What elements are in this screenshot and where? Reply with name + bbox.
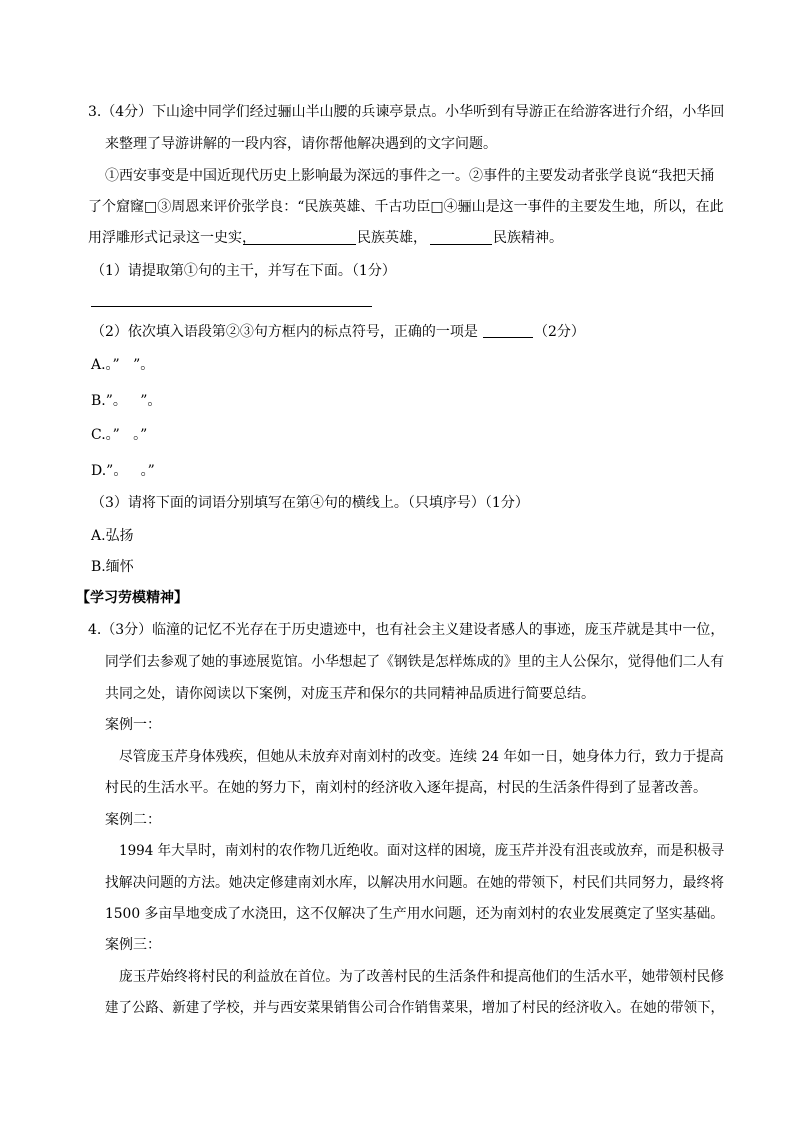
case3-line1: 庞玉芹始终将村民的利益放在首位。为了改善村民的生活条件和提高他们的生活水平，她带领村民修 — [119, 969, 724, 985]
case3-title: 案例三： — [105, 937, 161, 953]
option-b[interactable]: B.”。 ”。 — [91, 393, 162, 409]
option-c[interactable]: C.。” 。” — [91, 427, 148, 443]
case1-line1: 尽管庞玉芹身体残疾，但她从未放弃对南刘村的改变。连续 24 年如一日，她身体力行，致力于提高 — [119, 749, 724, 765]
option-d[interactable]: D.”。 。” — [91, 463, 155, 479]
answer-line-sub1[interactable] — [91, 306, 372, 307]
case2-title: 案例二： — [105, 812, 161, 828]
case1-title: 案例一： — [105, 717, 161, 733]
q3-passage-line3c: 民族精神。 — [493, 230, 563, 246]
q3-sub2-text: （2）依次填入语段第②③句方框内的标点符号，正确的一项是 — [91, 324, 483, 340]
q3-passage-line2: 了个窟窿□③周恩来评价张学良：“民族英雄、千古功臣□④骊山是这一事件的主要发生地，所以，在此 — [88, 199, 724, 215]
word-b: B.缅怀 — [91, 559, 134, 575]
case1-line2: 村民的生活水平。在她的努力下，南刘村的经济收入逐年提高，村民的生活条件得到了显著改善。 — [105, 780, 707, 796]
case3-line2: 建了公路、新建了学校，并与西安菜果销售公司合作销售菜果，增加了村民的经济收入。在她的带领下， — [105, 1000, 725, 1016]
q3-sub1: （1）请提取第①句的主干，并写在下面。（1分） — [91, 263, 396, 279]
q3-title-line1: 3.（4分）下山途中同学们经过骊山半山腰的兵谏亭景点。小华听到有导游正在给游客进行介绍，小华回 — [88, 104, 725, 120]
q4-line2: 同学们去参观了她的事迹展览馆。小华想起了《钢铁是怎样炼成的》里的主人公保尔，觉得他们二人有 — [105, 654, 724, 670]
case2-line2: 找解决问题的方法。她决定修建南刘水库，以解决用水问题。在她的带领下，村民们共同努力，最终将 — [105, 875, 724, 891]
blank-line-1[interactable] — [243, 244, 356, 245]
blank-line-sub2[interactable] — [483, 337, 533, 338]
q3-passage-line1: ①西安事变是中国近现代历史上影响最为深远的事件之一。②事件的主要发动者张学良说“我把天捅 — [105, 168, 715, 184]
option-a[interactable]: A.。” ”。 — [91, 357, 155, 373]
q3-passage-line3b: 民族英雄， — [357, 230, 427, 246]
blank-line-2[interactable] — [430, 244, 492, 245]
q3-title-line2: 来整理了导游讲解的一段内容，请你帮他解决遇到的文字问题。 — [105, 136, 497, 152]
q3-passage-line3a: 用浮雕形式记录这一史实， — [88, 230, 256, 246]
word-a: A.弘扬 — [91, 528, 134, 544]
section-heading: 【学习劳模精神】 — [76, 590, 188, 606]
q4-line1: 4.（3分）临潼的记忆不光存在于历史遗迹中，也有社会主义建设者感人的事迹，庞玉芹就是其中一位， — [88, 622, 725, 638]
q3-sub2-score: （2分） — [534, 324, 585, 340]
q3-sub3: （3）请将下面的词语分别填写在第④句的横线上。（只填序号）（1分） — [91, 495, 529, 511]
q4-line3: 共同之处，请你阅读以下案例，对庞玉芹和保尔的共同精神品质进行简要总结。 — [105, 686, 595, 702]
case2-line1: 1994 年大旱时，南刘村的农作物几近绝收。面对这样的困境，庞玉芹并没有沮丧或放弃，而是积极寻 — [119, 843, 725, 859]
case2-line3: 1500 多亩旱地变成了水浇田，这不仅解决了生产用水问题，还为南刘村的农业发展奠定了坚实基础。 — [105, 906, 725, 922]
